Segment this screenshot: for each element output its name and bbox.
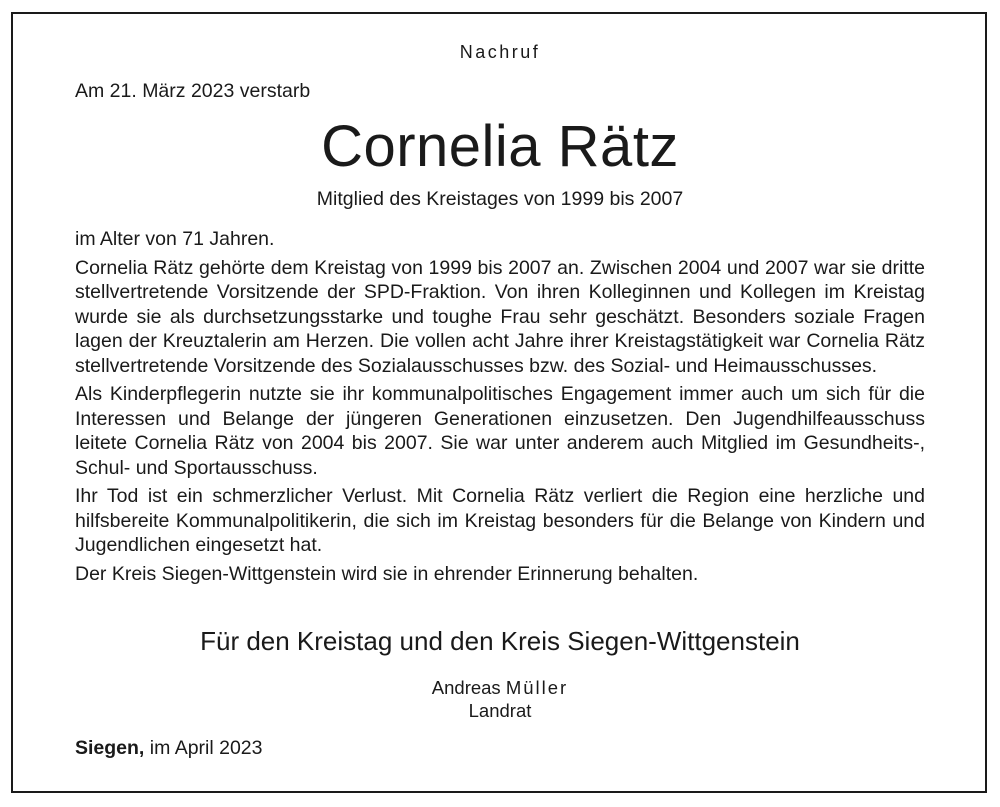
signer-first-name: Andreas (431, 677, 501, 698)
place-city: Siegen, (75, 737, 145, 759)
member-subtitle: Mitglied des Kreistages von 1999 bis 2007 (316, 188, 684, 210)
age-line: im Alter von 71 Jahren. (75, 228, 275, 250)
intro-line: Am 21. März 2023 verstarb (75, 80, 311, 102)
paragraph-remembrance: Der Kreis Siegen-Wittgenstein wird sie in ehrender Erinnerung behalten. (75, 562, 699, 585)
body-text (75, 227, 925, 590)
place-date-text: im April 2023 (144, 737, 263, 759)
signer-block (0, 676, 1000, 722)
paragraph-loss: Ihr Tod ist ein schmerzlicher Verlust. Mit Cornelia Rätz verliert die Region eine herzliche und hilfsbereite Kommunalpolitikerin, die sich im Kreistag besonders für die Belange von Kindern und Jugendlichen eingesetzt hat. (75, 485, 925, 556)
place-date (75, 737, 263, 760)
notice-heading: Nachruf (459, 42, 541, 62)
paragraph-engagement: Als Kinderpflegerin nutzte sie ihr kommunalpolitisches Engagement immer auch um sich für die Interessen und Belange der jüngeren Generationen einzusetzen. Den Jugendhilfeausschuss leitete Cornelia Rätz von 2004 bis 2007. Sie war unter anderem auch Mitglied im Gesundheits-, Schul- und Sportausschuss. (75, 383, 925, 479)
signer-last-name: Müller (505, 677, 569, 698)
signer-name (0, 676, 1000, 699)
deceased-name: Cornelia Rätz (321, 114, 679, 179)
signer-title: Landrat (468, 700, 532, 721)
paragraph-career: Cornelia Rätz gehörte dem Kreistag von 1999 bis 2007 an. Zwischen 2004 und 2007 war sie dritte stellvertretende Vorsitzende der SPD-Fraktion. Von ihren Kolleginnen und Kollegen im Kreistag wurde sie als durchsetzungsstarke und toughe Frau sehr geschätzt. Besonders soziale Fragen lagen der Kreuztalerin am Herzen. Die vollen acht Jahre ihrer Kreistagstätigkeit war Cornelia Rätz stellvertretende Vorsitzende des Sozialausschusses bzw. des Sozial- und Heimausschusses. (75, 256, 925, 377)
organization-line: Für den Kreistag und den Kreis Siegen-Wittgenstein (200, 626, 800, 656)
